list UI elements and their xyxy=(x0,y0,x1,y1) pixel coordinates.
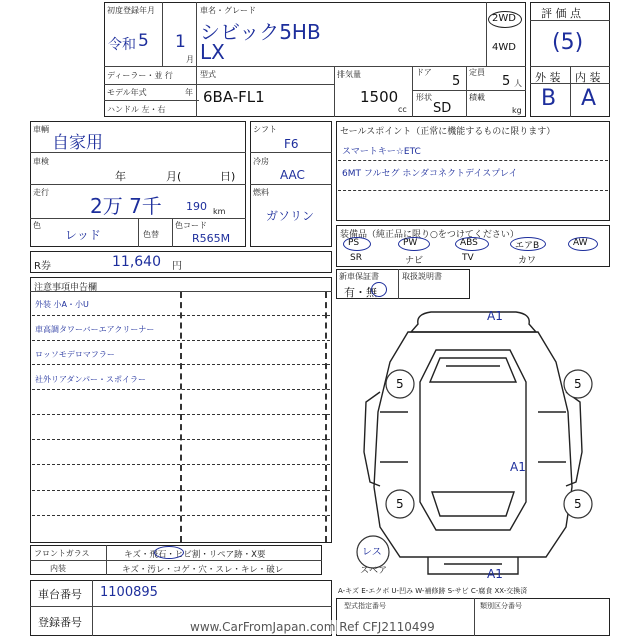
interior-condition: キズ・汚レ・コゲ・穴・スレ・キレ・破レ xyxy=(122,565,284,575)
first-reg-label: 初度登録年月 xyxy=(107,6,155,15)
drive-2wd: 2WD xyxy=(492,13,516,24)
equip-abs: ABS xyxy=(460,238,478,248)
spare-caption: スペア xyxy=(360,566,388,576)
tire-mark-rear-left: 5 xyxy=(396,497,404,511)
note-line-3: ロッソモデロマフラー xyxy=(35,350,115,359)
equip-sr: SR xyxy=(350,253,362,263)
ac-value: AAC xyxy=(280,168,305,182)
door-value: 5 xyxy=(452,74,461,89)
spare-label: レス xyxy=(362,547,382,558)
sales-line-2: 6MT フルセグ ホンダコネクトデイスプレイ xyxy=(342,169,518,179)
note-line-1: 外装 小A・小U xyxy=(35,300,89,309)
equip-tv: TV xyxy=(462,253,474,263)
damage-mark-center: A1 xyxy=(510,460,526,474)
sales-line-1: スマートキー☆ETC xyxy=(342,147,421,157)
shape-value: SD xyxy=(433,101,452,116)
chassis-value: 1100895 xyxy=(100,585,158,600)
windshield-value: キズ・飛石・ヒビ割・リペア跡・X要 xyxy=(124,550,266,560)
mileage-extra: 190 xyxy=(186,200,207,213)
tire-mark-front-right: 5 xyxy=(574,377,582,391)
grade: LX xyxy=(200,40,225,64)
first-reg-month: 1 xyxy=(175,32,186,52)
interior-grade: A xyxy=(581,86,597,111)
watermark: www.CarFromJapan.com Ref CFJ2110499 xyxy=(190,620,435,634)
displacement: 1500 xyxy=(360,88,399,106)
equipment-title: 装備品（純正品に限り○をつけてください） xyxy=(340,230,519,240)
warranty-value: 有・無 xyxy=(344,286,377,299)
tire-mark-front-left: 5 xyxy=(396,377,404,391)
equip-navi: ナビ xyxy=(405,256,424,266)
exterior-grade: B xyxy=(541,86,557,111)
recycle-value: 11,640 xyxy=(112,254,161,270)
score-label: 評 価 点 xyxy=(541,7,581,20)
capacity-value: 5 xyxy=(502,74,511,89)
car-diagram xyxy=(336,302,610,582)
equip-leather: カワ xyxy=(518,256,537,266)
fuel-value: ガソリン xyxy=(266,209,315,223)
notes-title: 注意事項申告欄 xyxy=(34,283,98,293)
model-code: 6BA-FL1 xyxy=(203,88,265,106)
car-name: シビック5HB xyxy=(200,20,321,44)
sales-title: セールスポイント（正常に機能するものに限ります） xyxy=(340,127,556,137)
note-line-4: 社外リアダンパー・スポイラー xyxy=(35,375,146,384)
equip-airbag: エアB xyxy=(515,241,540,251)
damage-mark-rear: A1 xyxy=(487,567,503,581)
note-line-2: 車高調タワーバーエアクリーナー xyxy=(35,325,155,334)
first-reg-year: 5 xyxy=(138,31,149,51)
color-value: レッド xyxy=(65,228,101,242)
equip-ps: PS xyxy=(348,238,360,248)
equip-aw: AW xyxy=(573,238,588,248)
color-code: R565M xyxy=(192,232,231,245)
score-value: (5) xyxy=(552,30,584,55)
car-name-label: 車名・グレード xyxy=(200,6,256,15)
damage-legend: A-キズ E-エクボ U-凹み W-補修跡 S-サビ C-腐食 XX-交換済 xyxy=(338,587,528,595)
usage-value: 自家用 xyxy=(52,133,103,153)
equip-pw: PW xyxy=(403,238,418,248)
shift-value: F6 xyxy=(284,137,299,151)
mileage-value: 2万 7千 xyxy=(90,194,162,218)
first-reg-era: 令和 xyxy=(108,37,136,53)
tire-mark-rear-right: 5 xyxy=(574,497,582,511)
damage-mark-front: A1 xyxy=(487,309,503,323)
